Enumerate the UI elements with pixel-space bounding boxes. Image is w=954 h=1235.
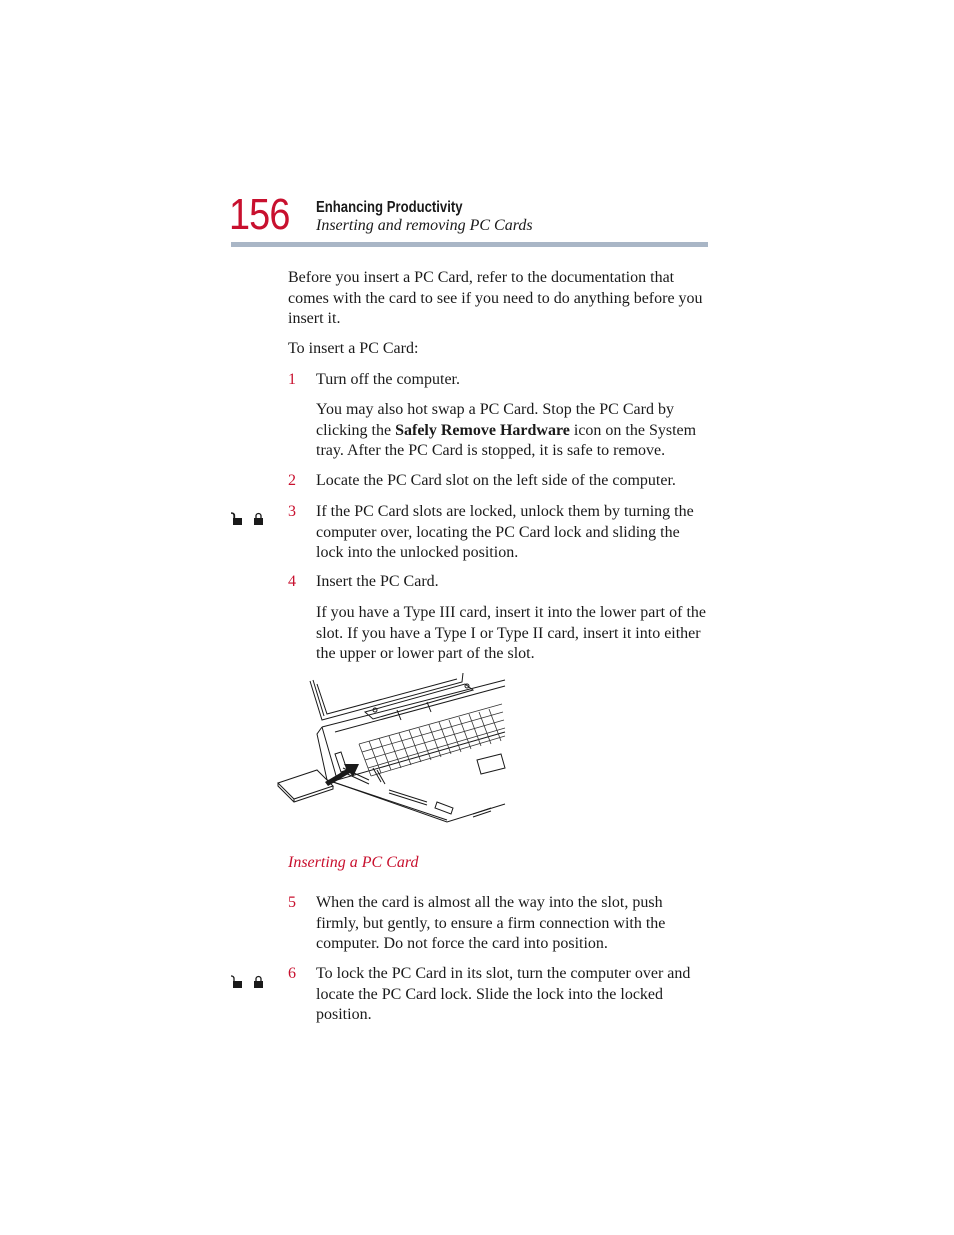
safely-remove-hardware-label: Safely Remove Hardware [395,421,570,439]
arrow-icon [325,764,359,786]
note-text: icon on the System tray. After the PC Card is stopped, it is safe to remove. [316,421,697,459]
pc-card-icon [278,770,333,802]
section-title: Inserting and removing PC Cards [316,217,533,234]
figure-caption: Inserting a PC Card [288,854,419,871]
step-text: Locate the PC Card slot on the left side of the computer. [316,472,676,489]
step-4-note: If you have a Type III card, insert it into the lower part of the slot. If you have a Type I or Type II card, insert it into either the upper or lower part of the slot. [316,604,706,662]
unlocked-padlock-icon [231,513,242,525]
step-text: If the PC Card slots are locked, unlock them by turning the computer over, locating the PC Card lock and sliding the lock into the unlocked position. [316,503,694,561]
note-text: You may also hot swap a PC Card. Stop the PC Card by clicking the [316,401,674,439]
chapter-title: Enhancing Productivity [316,199,463,216]
step-text: Insert the PC Card. [316,573,439,590]
intro-paragraph: Before you insert a PC Card, refer to the documentation that comes with the card to see if you need to do anything before you insert it. [288,269,703,327]
unlocked-padlock-icon [231,976,242,988]
lock-icons [231,512,267,526]
page-number: 156 [229,190,290,239]
step-number: 5 [288,894,296,911]
locked-padlock-icon [254,977,263,989]
step-text: To lock the PC Card in its slot, turn the computer over and locate the PC Card lock. Slide the lock into the locked position. [316,965,691,1023]
step-number: 1 [288,371,296,388]
lead-in-paragraph: To insert a PC Card: [288,340,419,357]
locked-padlock-icon [254,514,263,526]
step-1-note [316,400,708,462]
header-rule [231,242,708,247]
step-number: 4 [288,573,296,590]
step-number: 6 [288,965,296,982]
step-text: Turn off the computer. [316,371,460,388]
step-number: 2 [288,472,296,489]
lock-icons [231,975,267,989]
step-text: When the card is almost all the way into the slot, push firmly, but gently, to ensure a firm connection with the computer. Do not force the card into position. [316,894,666,952]
laptop-illustration [277,672,507,832]
step-number: 3 [288,503,296,520]
